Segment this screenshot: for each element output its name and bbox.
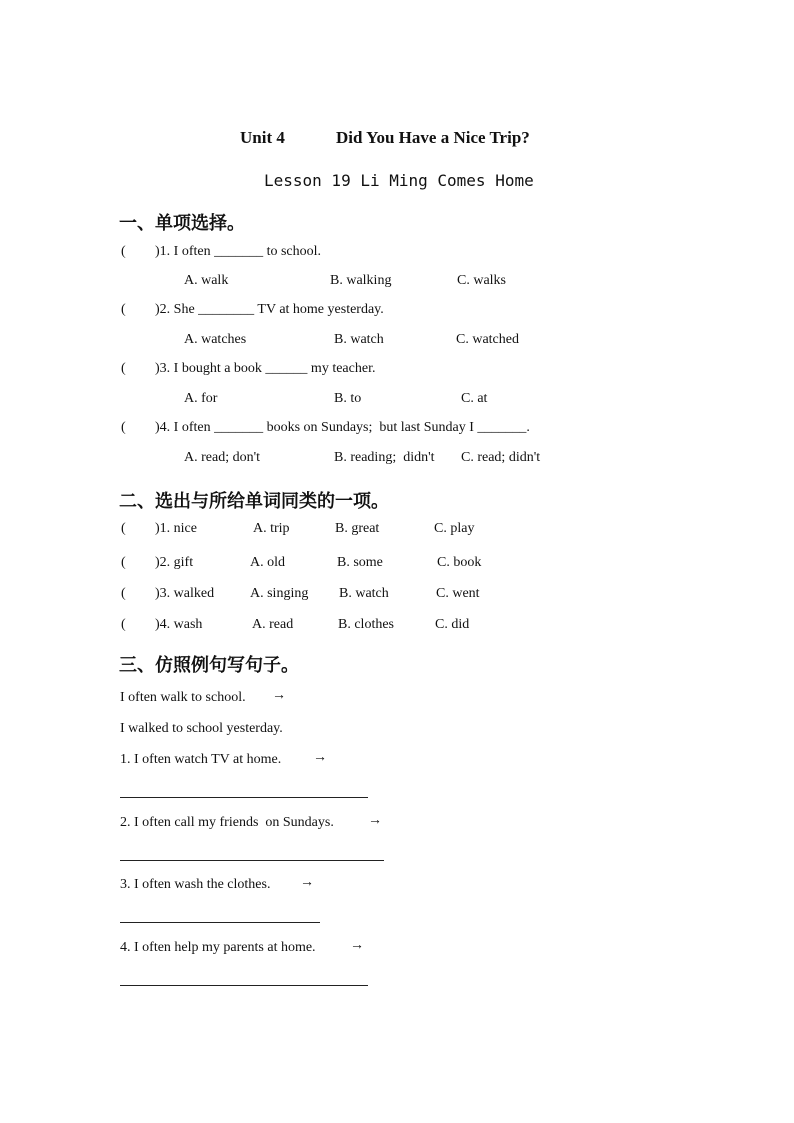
option-b: B. reading; didn't — [334, 450, 435, 465]
arrow-icon: → — [313, 750, 327, 765]
option-c: C. did — [435, 617, 470, 632]
rewrite-prompt: 2. I often call my friends on Sundays. — [120, 815, 334, 830]
arrow-icon: → — [350, 938, 364, 953]
rewrite-prompt: 1. I often watch TV at home. — [120, 752, 282, 767]
option-a: A. read — [252, 617, 294, 632]
option-a: A. for — [184, 391, 218, 406]
question-word: )4. wash — [155, 617, 203, 632]
option-b: B. great — [335, 521, 380, 536]
option-c: C. walks — [457, 273, 506, 288]
answer-bracket: ( — [121, 555, 126, 570]
section3-heading: 三、仿照例句写句子。 — [119, 655, 299, 676]
option-b: B. watch — [339, 586, 389, 601]
rewrite-prompt: 4. I often help my parents at home. — [120, 940, 316, 955]
arrow-icon: → — [300, 875, 314, 890]
answer-bracket: ( — [121, 617, 126, 632]
question-stem: )4. I often _______ books on Sundays; but last Sunday I _______. — [155, 420, 530, 435]
option-c: C. at — [461, 391, 488, 406]
answer-line[interactable] — [120, 797, 368, 798]
option-b: B. watch — [334, 332, 384, 347]
section2-heading: 二、选出与所给单词同类的一项。 — [119, 491, 389, 512]
option-b: B. to — [334, 391, 362, 406]
answer-line[interactable] — [120, 985, 368, 986]
question-word: )2. gift — [155, 555, 194, 570]
option-c: C. play — [434, 521, 475, 536]
option-a: A. walk — [184, 273, 229, 288]
question-stem: )2. She ________ TV at home yesterday. — [155, 302, 384, 317]
lesson-title: Lesson 19 Li Ming Comes Home — [264, 171, 534, 190]
unit-title: Did You Have a Nice Trip? — [336, 128, 530, 147]
answer-bracket: ( — [121, 420, 126, 435]
example-sentence: I often walk to school. — [120, 690, 246, 705]
question-word: )1. nice — [155, 521, 197, 536]
option-b: B. some — [337, 555, 383, 570]
answer-bracket: ( — [121, 521, 126, 536]
option-c: C. watched — [456, 332, 519, 347]
option-a: A. read; don't — [184, 450, 261, 465]
option-a: A. watches — [184, 332, 247, 347]
answer-bracket: ( — [121, 244, 126, 259]
option-c: C. went — [436, 586, 480, 601]
option-a: A. singing — [250, 586, 309, 601]
rewrite-prompt: 3. I often wash the clothes. — [120, 877, 271, 892]
question-stem: )3. I bought a book ______ my teacher. — [155, 361, 376, 376]
arrow-icon: → — [368, 813, 382, 828]
answer-line[interactable] — [120, 922, 320, 923]
answer-bracket: ( — [121, 361, 126, 376]
option-c: C. read; didn't — [461, 450, 541, 465]
option-a: A. trip — [253, 521, 290, 536]
option-b: B. clothes — [338, 617, 394, 632]
question-stem: )1. I often _______ to school. — [155, 244, 322, 259]
question-word: )3. walked — [155, 586, 215, 601]
option-c: C. book — [437, 555, 482, 570]
example-answer: I walked to school yesterday. — [120, 721, 283, 736]
arrow-icon: → — [272, 688, 286, 703]
section1-heading: 一、单项选择。 — [119, 213, 245, 234]
option-b: B. walking — [330, 273, 392, 288]
answer-bracket: ( — [121, 586, 126, 601]
answer-bracket: ( — [121, 302, 126, 317]
option-a: A. old — [250, 555, 285, 570]
unit-number: Unit 4 — [240, 128, 285, 147]
answer-line[interactable] — [120, 860, 384, 861]
